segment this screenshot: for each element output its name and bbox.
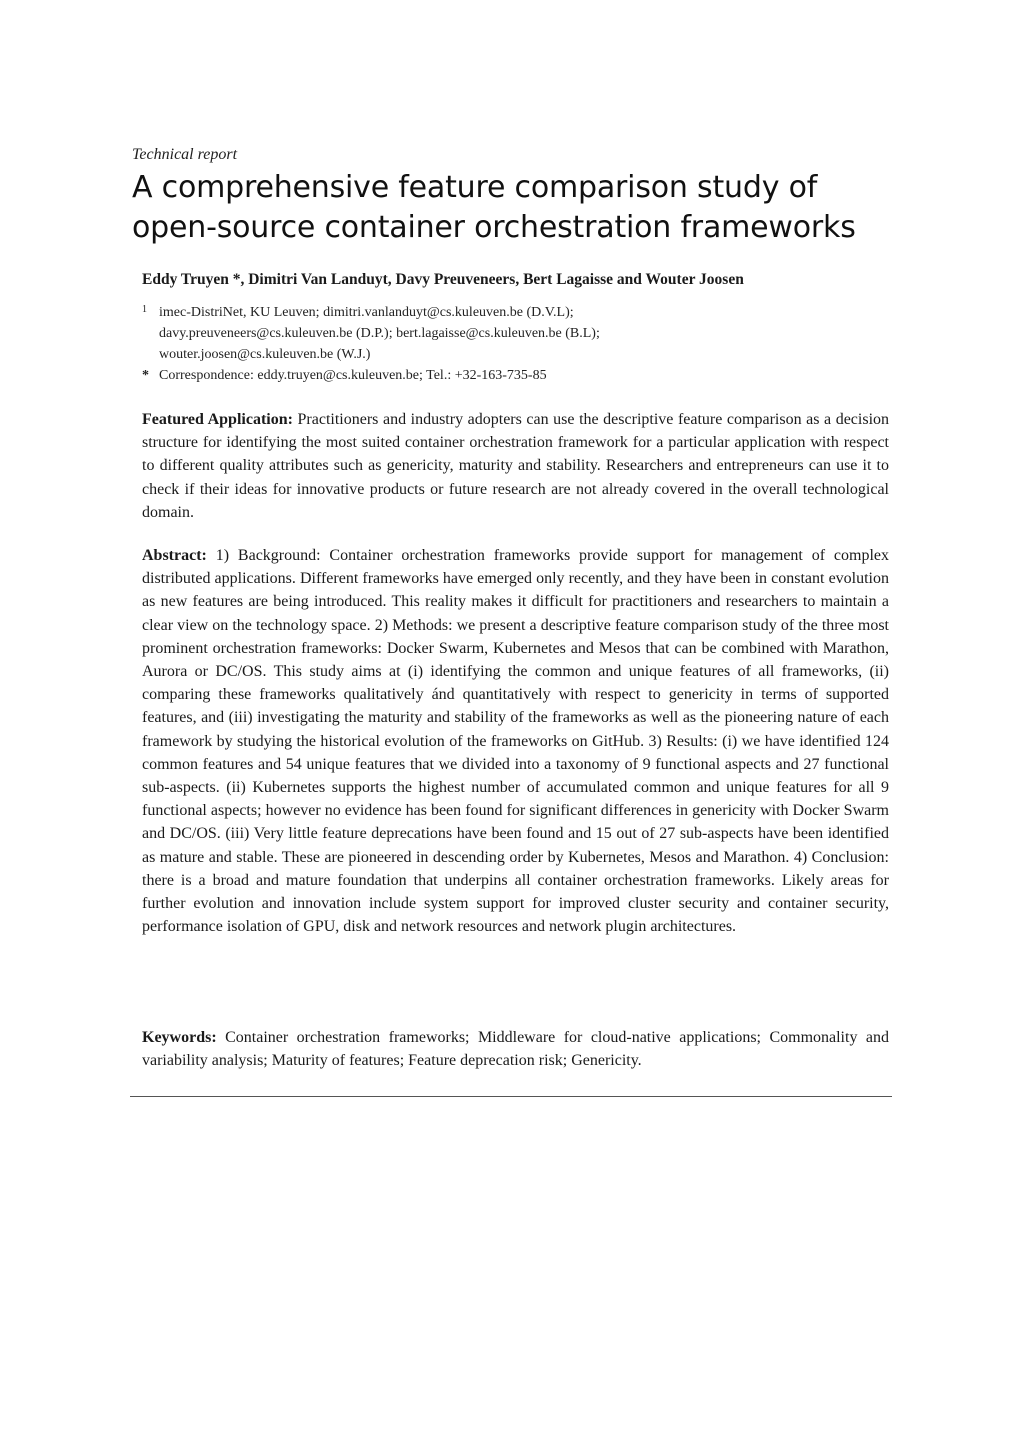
abstract-text: 1) Background: Container orchestration frameworks provide support for management of complex distributed applications. Different frameworks have emerged only recently, and they have been in constant evolution as new features are being introduced. This reality makes it difficult for practitioners and researchers to maintain a clear view on the technology space. 2) Methods: we present a descriptive feature comparison study of the three most prominent orchestration frameworks: Docker Swarm, Kubernetes and Mesos that can be combined with Marathon, Aurora or DC/OS. This study aims at (i) identifying the common and unique features of all frameworks, (ii) comparing these frameworks qualitatively ánd quantitatively with respect to genericity in terms of supported features, and (iii) investigating the maturity and stability of the frameworks as well as the pioneering nature of each framework by studying the historical evolution of the frameworks on GitHub. 3) Results: (i) we have identified 124 common features and 54 unique features that we divided into a taxonomy of 9 functional aspects and 27 functional sub-aspects. (ii) Kubernetes supports the highest number of accumulated common and unique features for all 9 functional aspects; however no evidence has been found for significant differences in genericity with Docker Swarm and DC/OS. (iii) Very little feature deprecations have been found and 15 out of 27 sub-aspects have been identified as mature and stable. These are pioneered in descending order by Kubernetes, Mesos and Marathon. 4) Conclusion: there is a broad and mature foundation that underpins all container orchestration frameworks. Likely areas for further evolution and innovation include system support for improved cluster security and container security, performance isolation of GPU, disk and network resources and network plugin architectures. — [142, 547, 890, 936]
keywords-label: Keywords: — [142, 1029, 217, 1046]
correspondence — [142, 365, 892, 386]
correspondence-text: Correspondence: eddy.truyen@cs.kuleuven.be; Tel.: +32-163-735-85 — [159, 368, 547, 383]
correspondence-marker: * — [142, 368, 149, 383]
abstract — [142, 544, 889, 938]
paper-title: A comprehensive feature comparison study of open-source container orchestration frameworks — [132, 170, 856, 245]
affiliation-1 — [142, 302, 892, 365]
affiliation-line: imec-DistriNet, KU Leuven; dimitri.vanlanduyt@cs.kuleuven.be (D.V.L); — [159, 305, 574, 320]
affiliation-line: wouter.joosen@cs.kuleuven.be (W.J.) — [159, 347, 371, 362]
affiliation-marker: 1 — [142, 304, 147, 315]
author-list: Eddy Truyen *, Dimitri Van Landuyt, Davy Preuveneers, Bert Lagaisse and Wouter Joosen — [142, 271, 744, 288]
affiliation-line: davy.preuveneers@cs.kuleuven.be (D.P.); bert.lagaisse@cs.kuleuven.be (B.L); — [159, 326, 600, 341]
featured-application-text: Practitioners and industry adopters can use the descriptive feature comparison as a decision structure for identifying the most suited container orchestration framework for a particular application with respect to different quality attributes such as genericity, maturity and stability. Researchers and entrepreneurs can use it to check if their ideas for innovative products or future research are not already covered in the overall technological domain. — [142, 411, 890, 521]
keywords-text: Container orchestration frameworks; Middleware for cloud-native applications; Commonality and variability analysis; Maturity of features; Feature deprecation risk; Genericity. — [142, 1029, 889, 1070]
featured-application-label: Featured Application: — [142, 411, 293, 428]
report-type: Technical report — [132, 146, 238, 163]
keywords — [142, 1026, 889, 1072]
featured-application — [142, 408, 889, 524]
section-divider — [130, 1096, 892, 1097]
abstract-label: Abstract: — [142, 547, 207, 564]
affiliations — [142, 302, 892, 386]
